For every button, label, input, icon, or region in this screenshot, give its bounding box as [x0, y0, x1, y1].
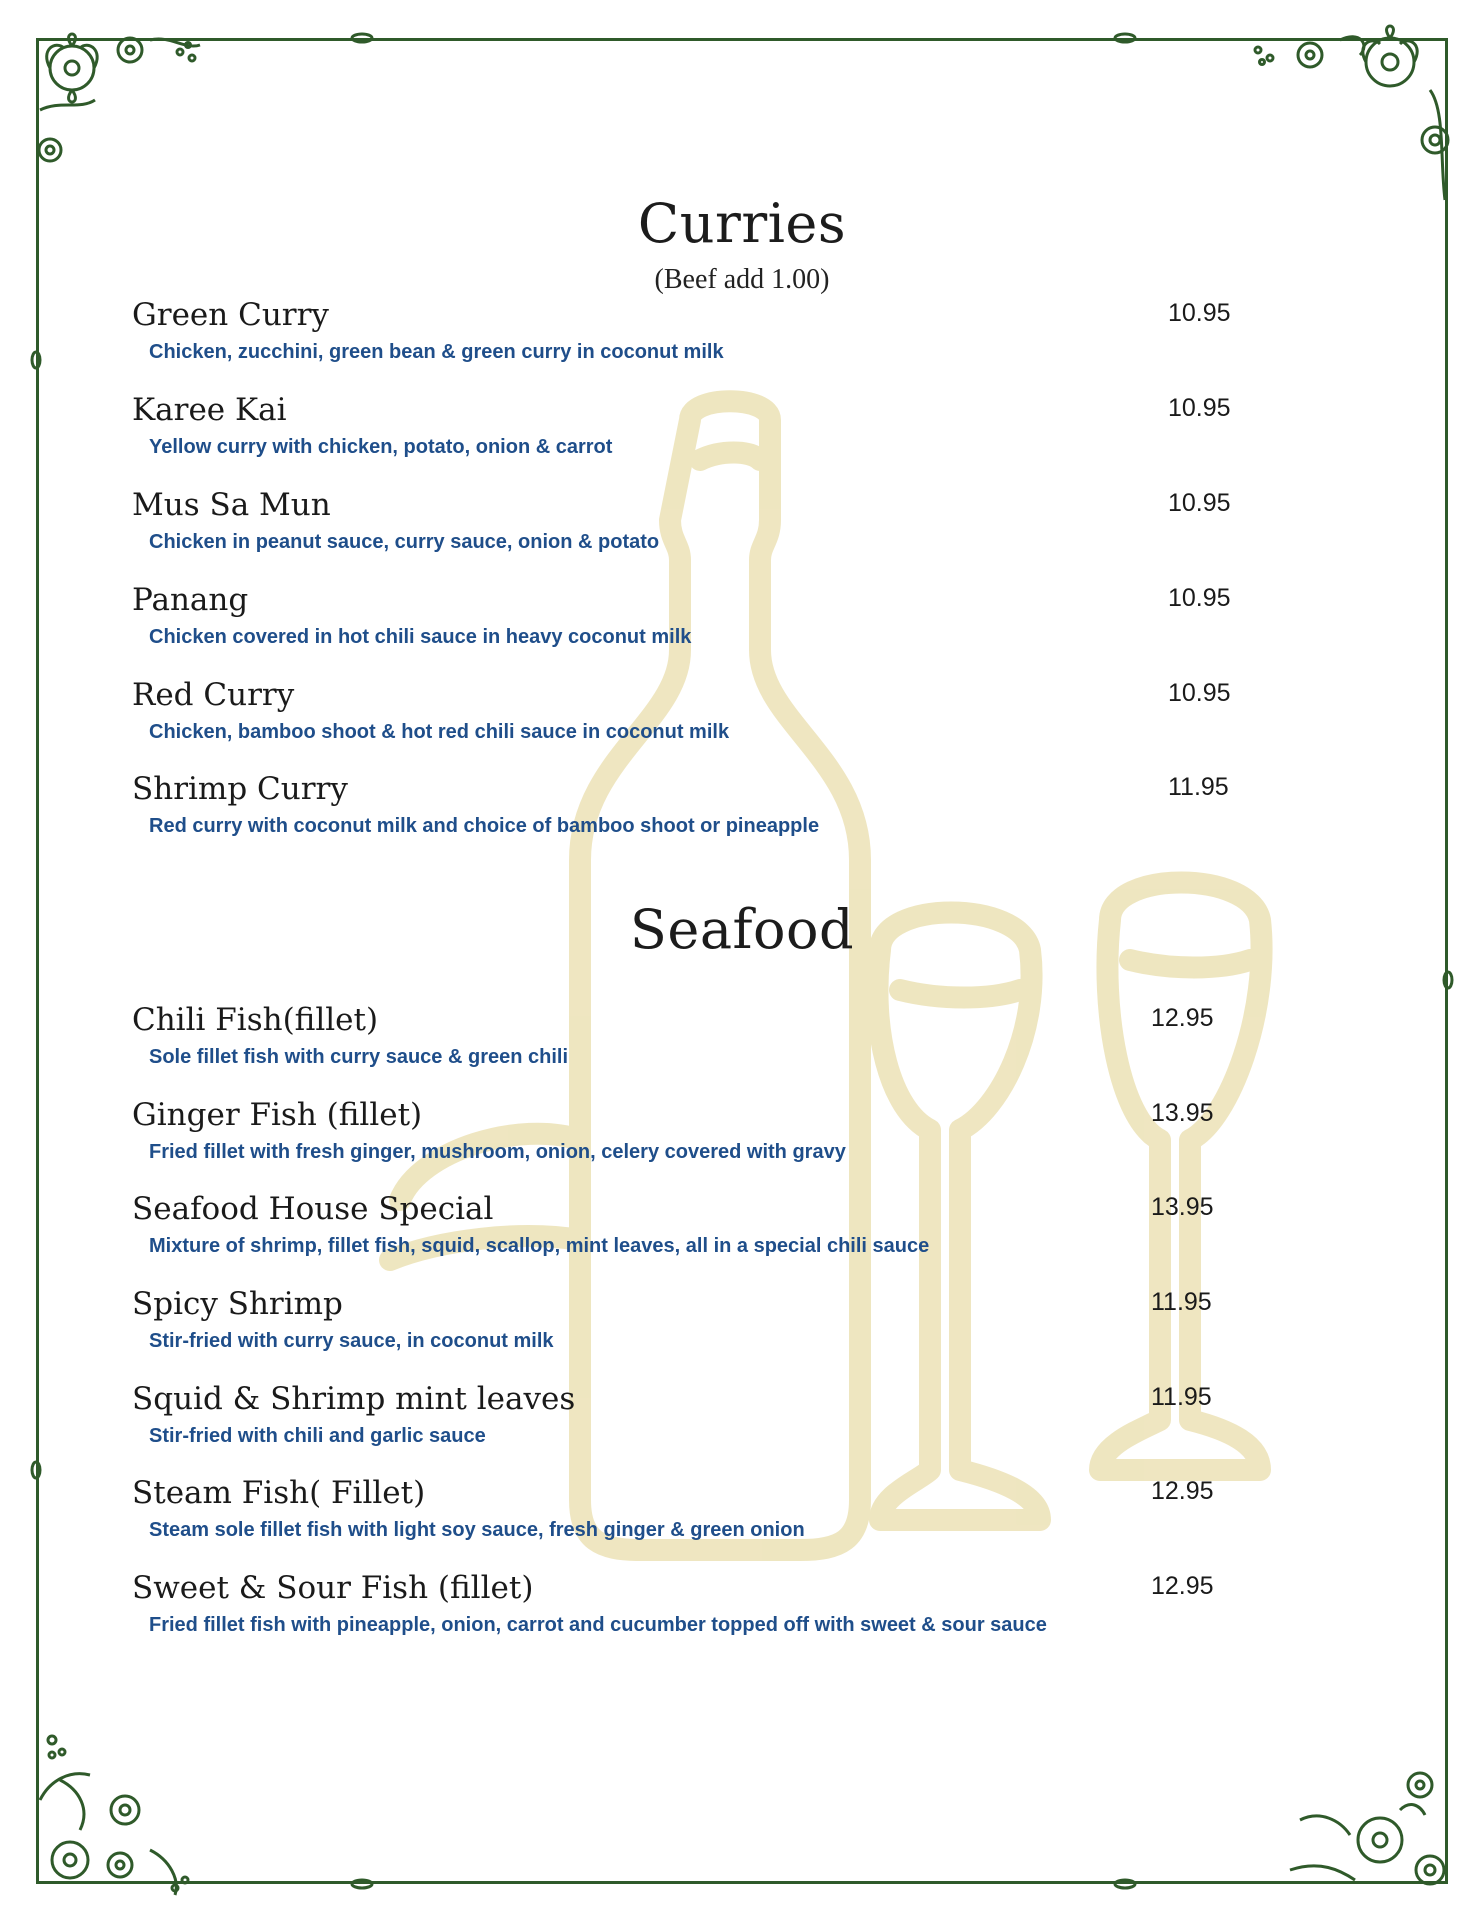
- item-name: Mus Sa Mun: [132, 487, 331, 523]
- item-price: 10.95: [1168, 584, 1231, 612]
- item-price: 13.95: [1151, 1099, 1214, 1127]
- menu-item: [132, 1001, 1372, 1075]
- item-name: Chili Fish(fillet): [132, 1002, 379, 1038]
- menu-item: [132, 770, 1372, 844]
- item-price: 10.95: [1168, 394, 1231, 422]
- item-price: 10.95: [1168, 679, 1231, 707]
- item-description: Stir-fried with chili and garlic sauce: [149, 1425, 486, 1447]
- item-description: Sole fillet fish with curry sauce & green chili: [149, 1046, 569, 1068]
- menu-item: [132, 1380, 1372, 1454]
- item-name: Seafood House Special: [132, 1191, 494, 1227]
- menu-item: [132, 1096, 1372, 1170]
- section-title: Curries: [637, 192, 847, 255]
- item-description: Fried fillet with fresh ginger, mushroom, onion, celery covered with gravy: [149, 1141, 846, 1163]
- menu-item: [132, 581, 1372, 655]
- item-price: 12.95: [1151, 1477, 1214, 1505]
- item-name: Steam Fish( Fillet): [132, 1475, 426, 1511]
- item-price: 11.95: [1151, 1383, 1212, 1411]
- item-description: Mixture of shrimp, fillet fish, squid, scallop, mint leaves, all in a special chili sauce: [149, 1235, 930, 1257]
- item-price: 10.95: [1168, 299, 1231, 327]
- item-description: Chicken covered in hot chili sauce in heavy coconut milk: [149, 626, 692, 648]
- item-price: 11.95: [1168, 773, 1229, 801]
- menu-item: [132, 1474, 1372, 1548]
- item-name: Squid & Shrimp mint leaves: [132, 1381, 576, 1417]
- item-name: Ginger Fish (fillet): [132, 1097, 423, 1133]
- section-title: Seafood: [629, 898, 855, 961]
- item-price: 12.95: [1151, 1572, 1214, 1600]
- item-description: Steam sole fillet fish with light soy sauce, fresh ginger & green onion: [149, 1519, 805, 1541]
- item-price: 12.95: [1151, 1004, 1214, 1032]
- menu-item: [132, 486, 1372, 560]
- menu-item: [132, 1569, 1372, 1643]
- menu-item: [132, 1285, 1372, 1359]
- item-description: Chicken, zucchini, green bean & green curry in coconut milk: [149, 341, 724, 363]
- menu-item: [132, 1190, 1372, 1264]
- item-name: Sweet & Sour Fish (fillet): [132, 1570, 534, 1606]
- item-name: Spicy Shrimp: [132, 1286, 343, 1322]
- item-description: Stir-fried with curry sauce, in coconut milk: [149, 1330, 554, 1352]
- item-description: Fried fillet fish with pineapple, onion, carrot and cucumber topped off with sweet & sour sauce: [149, 1614, 1047, 1636]
- item-name: Karee Kai: [132, 392, 287, 428]
- item-description: Red curry with coconut milk and choice of bamboo shoot or pineapple: [149, 815, 820, 837]
- item-description: Chicken, bamboo shoot & hot red chili sauce in coconut milk: [149, 721, 730, 743]
- item-name: Green Curry: [132, 297, 329, 333]
- menu-item: [132, 296, 1372, 370]
- menu-item: [132, 391, 1372, 465]
- item-name: Red Curry: [132, 677, 295, 713]
- item-price: 11.95: [1151, 1288, 1212, 1316]
- item-price: 13.95: [1151, 1193, 1214, 1221]
- menu-item: [132, 676, 1372, 750]
- item-description: Chicken in peanut sauce, curry sauce, onion & potato: [149, 531, 660, 553]
- section-note: (Beef add 1.00): [654, 264, 830, 295]
- item-description: Yellow curry with chicken, potato, onion & carrot: [149, 436, 613, 458]
- item-price: 10.95: [1168, 489, 1231, 517]
- item-name: Panang: [132, 582, 249, 618]
- item-name: Shrimp Curry: [132, 771, 348, 807]
